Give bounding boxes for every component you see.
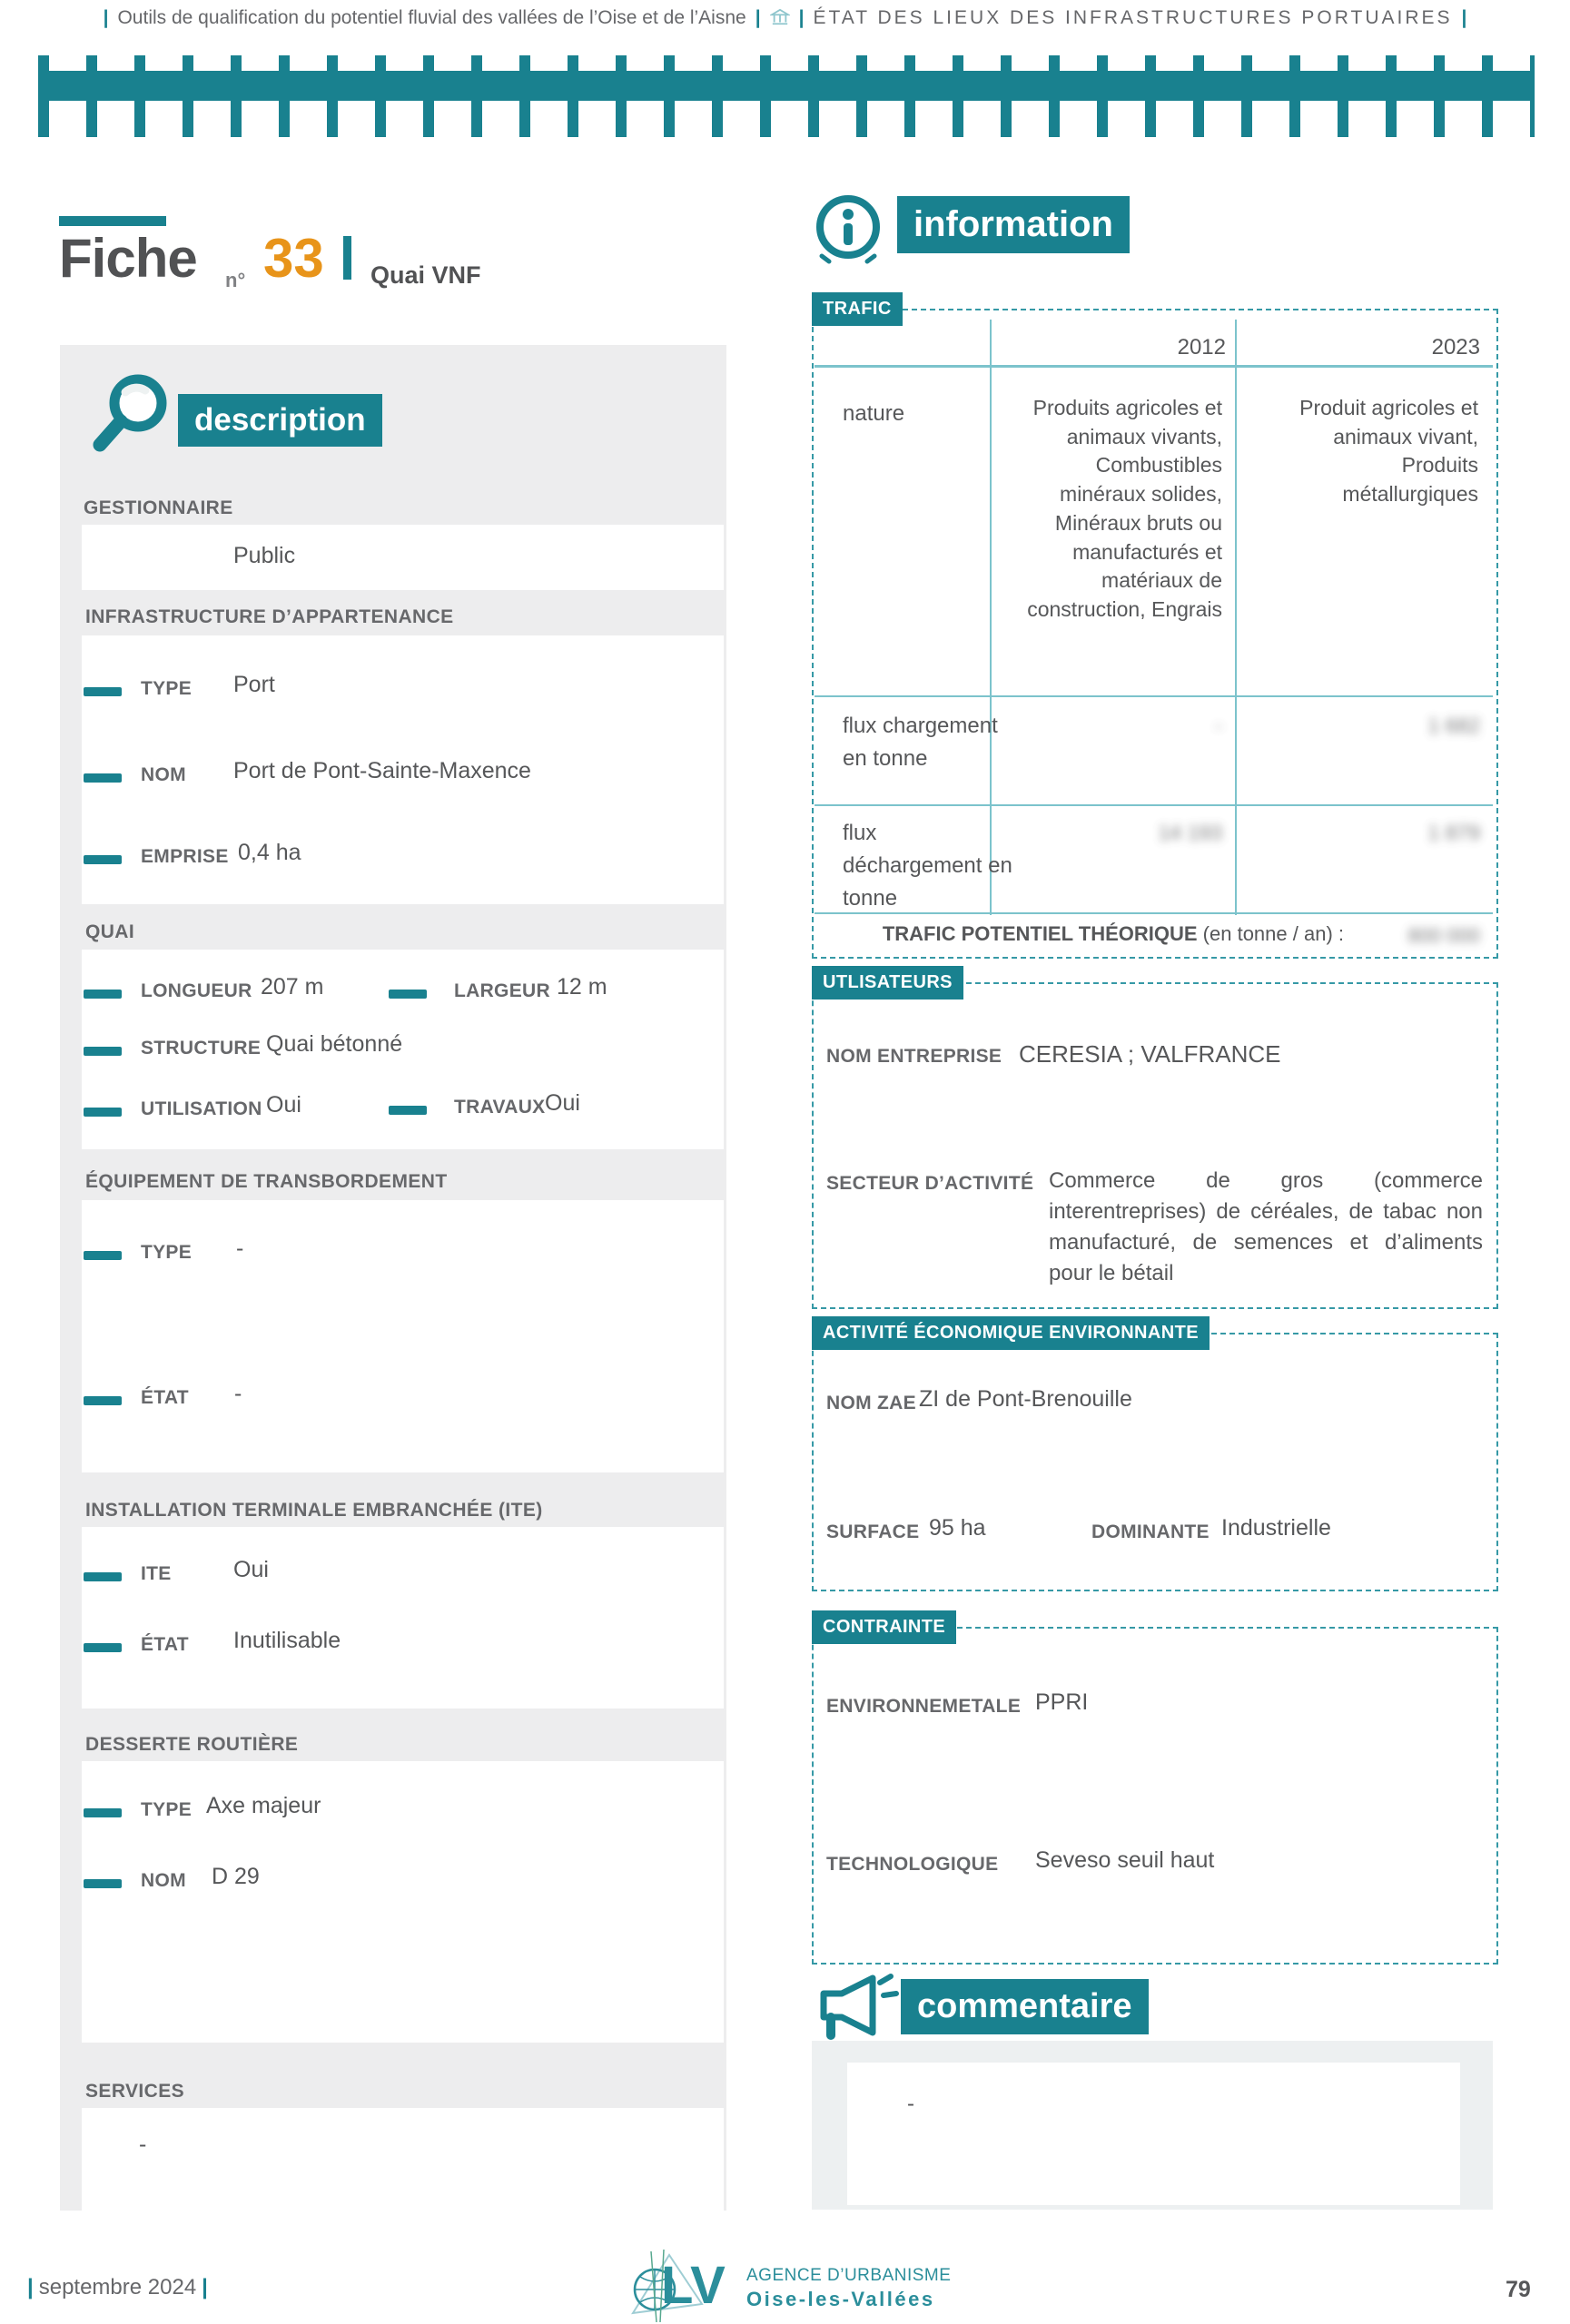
pipe-divider: | <box>798 7 805 28</box>
field-dash <box>84 855 122 864</box>
infra-type-label: TYPE <box>141 678 193 699</box>
infra-emprise-label: EMPRISE <box>141 846 229 867</box>
quai-largeur-label: LARGEUR <box>454 980 550 1001</box>
equipement-box <box>82 1200 724 1472</box>
ite-box <box>82 1527 724 1709</box>
field-dash <box>84 1396 122 1405</box>
trafic-flux-chargement-2023: 1 682 <box>1427 714 1480 737</box>
field-dash <box>84 1643 122 1652</box>
pipe-divider: | <box>755 7 761 28</box>
footer-logo-line2: Oise-les-Vallées <box>746 2288 935 2310</box>
pipe-divider: | <box>103 7 109 28</box>
ite-etat-value: Inutilisable <box>233 1628 341 1653</box>
infra-emprise-value: 0,4 ha <box>238 840 301 865</box>
table-hline <box>815 365 1493 368</box>
secteur-activite-value: Commerce de gros (commerce interentreprises) de céréales, de tabac non manufacturé, de semences et d’aliments pour le bétail <box>1049 1168 1483 1286</box>
activite-section-box <box>812 1333 1498 1591</box>
section-label-infrastructure: INFRASTRUCTURE D’APPARTENANCE <box>85 606 454 627</box>
description-header: description <box>178 394 382 447</box>
technologique-label: TECHNOLOGIQUE <box>826 1854 999 1875</box>
magnifier-icon <box>91 370 177 466</box>
dominante-label: DOMINANTE <box>1091 1521 1210 1542</box>
building-icon <box>770 8 790 32</box>
nom-entreprise-value: CERESIA ; VALFRANCE <box>1019 1040 1281 1068</box>
dominante-value: Industrielle <box>1221 1515 1331 1541</box>
equipement-etat-label: ÉTAT <box>141 1387 189 1408</box>
section-label-quai: QUAI <box>85 921 135 942</box>
fiche-number: 33 <box>263 228 324 289</box>
trafic-flux-dechargement-2023: 1 879 <box>1427 821 1480 844</box>
surface-label: SURFACE <box>826 1521 920 1542</box>
pipe-divider: | <box>202 2275 208 2299</box>
trafic-potentiel-label: TRAFIC POTENTIEL THÉORIQUE <box>882 922 1198 945</box>
ite-ite-label: ITE <box>141 1563 172 1584</box>
infra-nom-label: NOM <box>141 764 186 785</box>
page-running-header <box>0 7 1570 32</box>
trafic-nature-2012: Produits agricoles et animaux vivants, Combustibles minéraux solides, Minéraux bruts ou manufacturés et matériaux de construction, Engrais <box>1027 396 1222 622</box>
field-dash <box>84 1251 122 1260</box>
commentaire-value: - <box>907 2092 914 2116</box>
infra-nom-value: Port de Pont-Sainte-Maxence <box>233 758 531 783</box>
secteur-activite-label: SECTEUR D’ACTIVITÉ <box>826 1173 1034 1194</box>
activite-section-tag: ACTIVITÉ ÉCONOMIQUE ENVIRONNANTE <box>812 1316 1210 1350</box>
section-label-equipement: ÉQUIPEMENT DE TRANSBORDEMENT <box>85 1171 448 1192</box>
running-header-left: Outils de qualification du potentiel fluvial des vallées de l’Oise et de l’Aisne <box>117 7 746 28</box>
table-vline <box>1235 320 1237 915</box>
information-header: information <box>897 196 1130 253</box>
fiche-number-label: n° <box>225 269 246 291</box>
nom-entreprise-label: NOM ENTREPRISE <box>826 1046 1002 1067</box>
pipe-divider: | <box>27 2275 34 2299</box>
quai-longueur-value: 207 m <box>261 974 324 1000</box>
fiche-word: Fiche <box>59 228 197 289</box>
rail-band <box>38 71 1535 101</box>
equipement-type-value: - <box>236 1236 244 1261</box>
rail-ticks-top <box>38 55 1535 71</box>
field-dash <box>84 1108 122 1117</box>
info-circle-icon <box>811 191 885 273</box>
infra-type-value: Port <box>233 672 275 697</box>
rail-ticks-bottom <box>38 101 1535 137</box>
trafic-flux-dechargement-2012: 14 193 <box>1158 821 1222 844</box>
footer-date <box>22 2275 213 2300</box>
equipement-type-label: TYPE <box>141 1242 193 1263</box>
quai-structure-label: STRUCTURE <box>141 1038 262 1059</box>
field-dash <box>84 990 122 999</box>
page-number: 79 <box>1506 2277 1531 2302</box>
quai-utilisation-value: Oui <box>266 1092 301 1118</box>
field-dash <box>84 1879 122 1888</box>
megaphone-icon <box>811 1972 902 2049</box>
gestionnaire-value: Public <box>233 543 296 568</box>
quai-longueur-label: LONGUEUR <box>141 980 252 1001</box>
quai-structure-value: Quai bétonné <box>266 1031 403 1057</box>
services-value: - <box>139 2132 147 2157</box>
field-dash <box>84 1572 122 1581</box>
title-accent-bar <box>59 216 166 226</box>
equipement-etat-value: - <box>234 1381 242 1406</box>
pipe-divider: | <box>1461 7 1467 28</box>
table-hline <box>815 695 1493 697</box>
quai-travaux-label: TRAVAUX <box>454 1097 546 1118</box>
quai-utilisation-label: UTILISATION <box>141 1098 262 1119</box>
quai-travaux-value: Oui <box>545 1090 580 1116</box>
fiche-subtitle: Quai VNF <box>370 261 481 289</box>
ite-etat-label: ÉTAT <box>141 1634 189 1655</box>
contrainte-section-box <box>812 1627 1498 1965</box>
field-dash <box>389 1106 427 1115</box>
desserte-nom-label: NOM <box>141 1870 186 1891</box>
running-header-right: ÉTAT DES LIEUX DES INFRASTRUCTURES PORTUAIRES <box>813 7 1453 28</box>
trafic-col-2012: 2012 <box>1177 335 1226 359</box>
technologique-value: Seveso seuil haut <box>1035 1847 1215 1873</box>
trafic-potentiel-unit: (en tonne / an) : <box>1202 922 1344 945</box>
section-label-services: SERVICES <box>85 2081 185 2102</box>
trafic-col-2023: 2023 <box>1431 335 1480 359</box>
table-hline <box>815 804 1493 806</box>
field-dash <box>84 687 122 696</box>
services-box <box>82 2108 724 2264</box>
trafic-nature-label: nature <box>843 401 905 426</box>
trafic-section-tag: TRAFIC <box>812 292 903 326</box>
quai-largeur-value: 12 m <box>557 974 607 1000</box>
section-label-ite: INSTALLATION TERMINALE EMBRANCHÉE (ITE) <box>85 1500 543 1521</box>
desserte-type-label: TYPE <box>141 1799 193 1820</box>
commentaire-header: commentaire <box>901 1979 1149 2034</box>
environnementale-value: PPRI <box>1035 1689 1089 1715</box>
trafic-flux-chargement-2012: - <box>1215 714 1222 737</box>
contrainte-section-tag: CONTRAINTE <box>812 1610 956 1644</box>
title-separator <box>343 236 351 280</box>
footer-logo-line1: AGENCE D’URBANISME <box>746 2266 952 2285</box>
trafic-potentiel-value: 800 000 <box>1407 924 1480 947</box>
ite-ite-value: Oui <box>233 1557 269 1582</box>
field-dash <box>84 773 122 783</box>
commentaire-box <box>847 2063 1460 2205</box>
footer-logo-lv: LV <box>661 2256 726 2315</box>
field-dash <box>84 1808 122 1817</box>
desserte-nom-value: D 29 <box>212 1864 260 1889</box>
desserte-type-value: Axe majeur <box>206 1793 321 1818</box>
field-dash <box>84 1047 122 1056</box>
gestionnaire-box <box>82 525 724 590</box>
trafic-nature-2023: Produit agricoles et animaux vivant, Produits métallurgiques <box>1299 396 1478 507</box>
footer-date-text: septembre 2024 <box>38 2275 197 2299</box>
trafic-flux-dechargement-label: flux déchargement en tonne <box>843 821 1012 911</box>
trafic-flux-chargement-label: flux chargement en tonne <box>843 714 998 771</box>
section-label-gestionnaire: GESTIONNAIRE <box>84 497 233 518</box>
nom-zae-value: ZI de Pont-Brenouille <box>919 1386 1132 1412</box>
surface-value: 95 ha <box>929 1515 986 1541</box>
section-label-desserte: DESSERTE ROUTIÈRE <box>85 1734 299 1755</box>
trafic-potentiel-row <box>817 922 1344 946</box>
nom-zae-label: NOM ZAE <box>826 1393 916 1413</box>
field-dash <box>389 990 427 999</box>
utilisateurs-section-tag: UTLISATEURS <box>812 966 963 1000</box>
environnementale-label: ENVIRONNEMETALE <box>826 1696 1022 1717</box>
